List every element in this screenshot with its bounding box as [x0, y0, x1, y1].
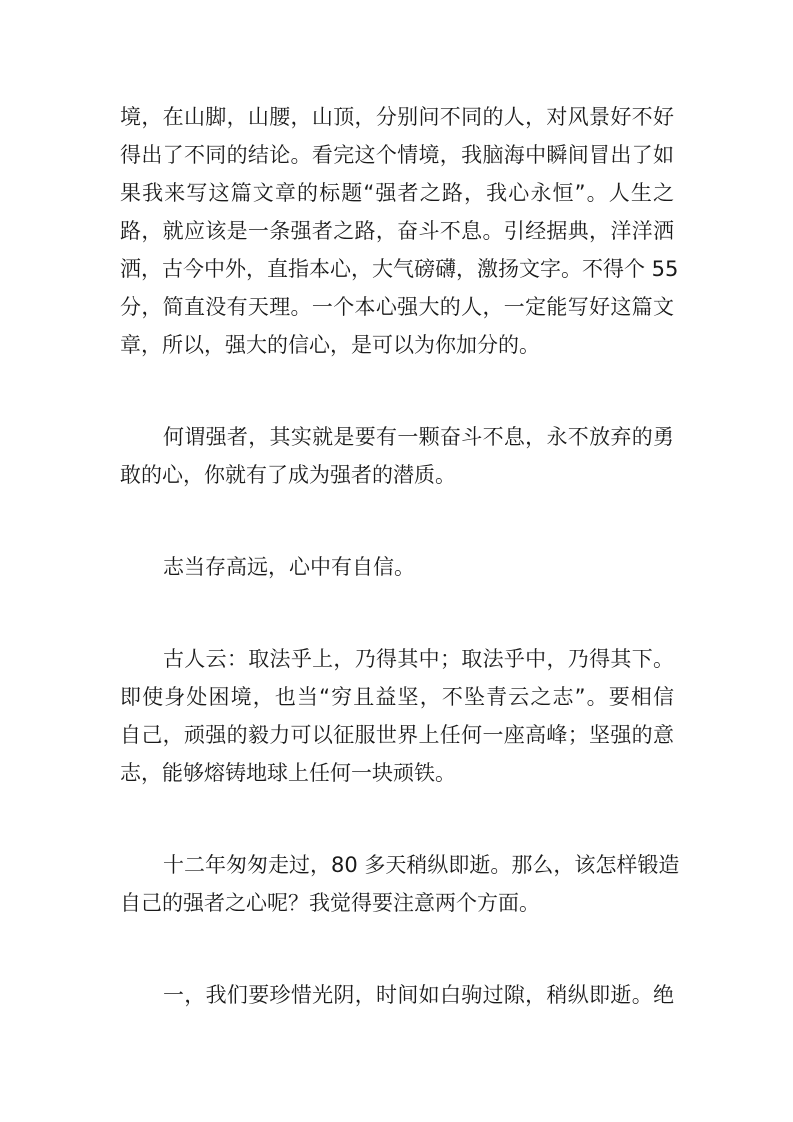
- document-body: [120, 98, 680, 1014]
- paragraph-spacer: [120, 494, 674, 548]
- text-line: 志，能够熔铸地球上任何一块顽铁。: [120, 761, 456, 785]
- paragraph-spacer: [120, 364, 674, 418]
- text-line: 十二年匆匆走过，80 多天稍纵即逝。那么，该怎样锻造: [163, 853, 680, 877]
- text-line: 古人云：取法乎上，乃得其中；取法乎中，乃得其下。: [163, 647, 674, 671]
- text-line: 即使身处困境，也当“穷且益坚，不坠青云之志”。要相信: [120, 685, 674, 709]
- text-line: 志当存高远，心中有自信。: [163, 555, 415, 579]
- paragraph: [120, 548, 674, 586]
- paragraph-spacer: [120, 586, 674, 640]
- paragraph-spacer: [120, 792, 674, 846]
- text-line: 境，在山脚，山腰，山顶，分别问不同的人，对风景好不好: [120, 105, 674, 129]
- text-line: 敢的心，你就有了成为强者的潜质。: [120, 463, 456, 487]
- text-line: 路，就应该是一条强者之路，奋斗不息。引经据典，洋洋洒: [120, 219, 674, 243]
- text-line: 洒，古今中外，直指本心，大气磅礴，激扬文字。不得个 55: [120, 257, 679, 281]
- text-line: 章，所以，强大的信心，是可以为你加分的。: [120, 333, 540, 357]
- paragraph: [120, 640, 674, 792]
- text-line: 果我来写这篇文章的标题“强者之路，我心永恒”。人生之: [120, 181, 674, 205]
- paragraph-spacer: [120, 922, 674, 976]
- text-line: 一，我们要珍惜光阴，时间如白驹过隙，稍纵即逝。绝: [163, 983, 674, 1007]
- text-line: 得出了不同的结论。看完这个情境，我脑海中瞬间冒出了如: [120, 143, 674, 167]
- text-line: 何谓强者，其实就是要有一颗奋斗不息，永不放弃的勇: [163, 425, 674, 449]
- paragraph: [120, 976, 674, 1014]
- text-line: 自己，顽强的毅力可以征服世界上任何一座高峰；坚强的意: [120, 723, 674, 747]
- paragraph: [120, 846, 680, 922]
- text-line: 分，简直没有天理。一个本心强大的人，一定能写好这篇文: [120, 295, 674, 319]
- text-line: 自己的强者之心呢？我觉得要注意两个方面。: [120, 891, 540, 915]
- paragraph: [120, 418, 674, 494]
- paragraph: [120, 98, 679, 364]
